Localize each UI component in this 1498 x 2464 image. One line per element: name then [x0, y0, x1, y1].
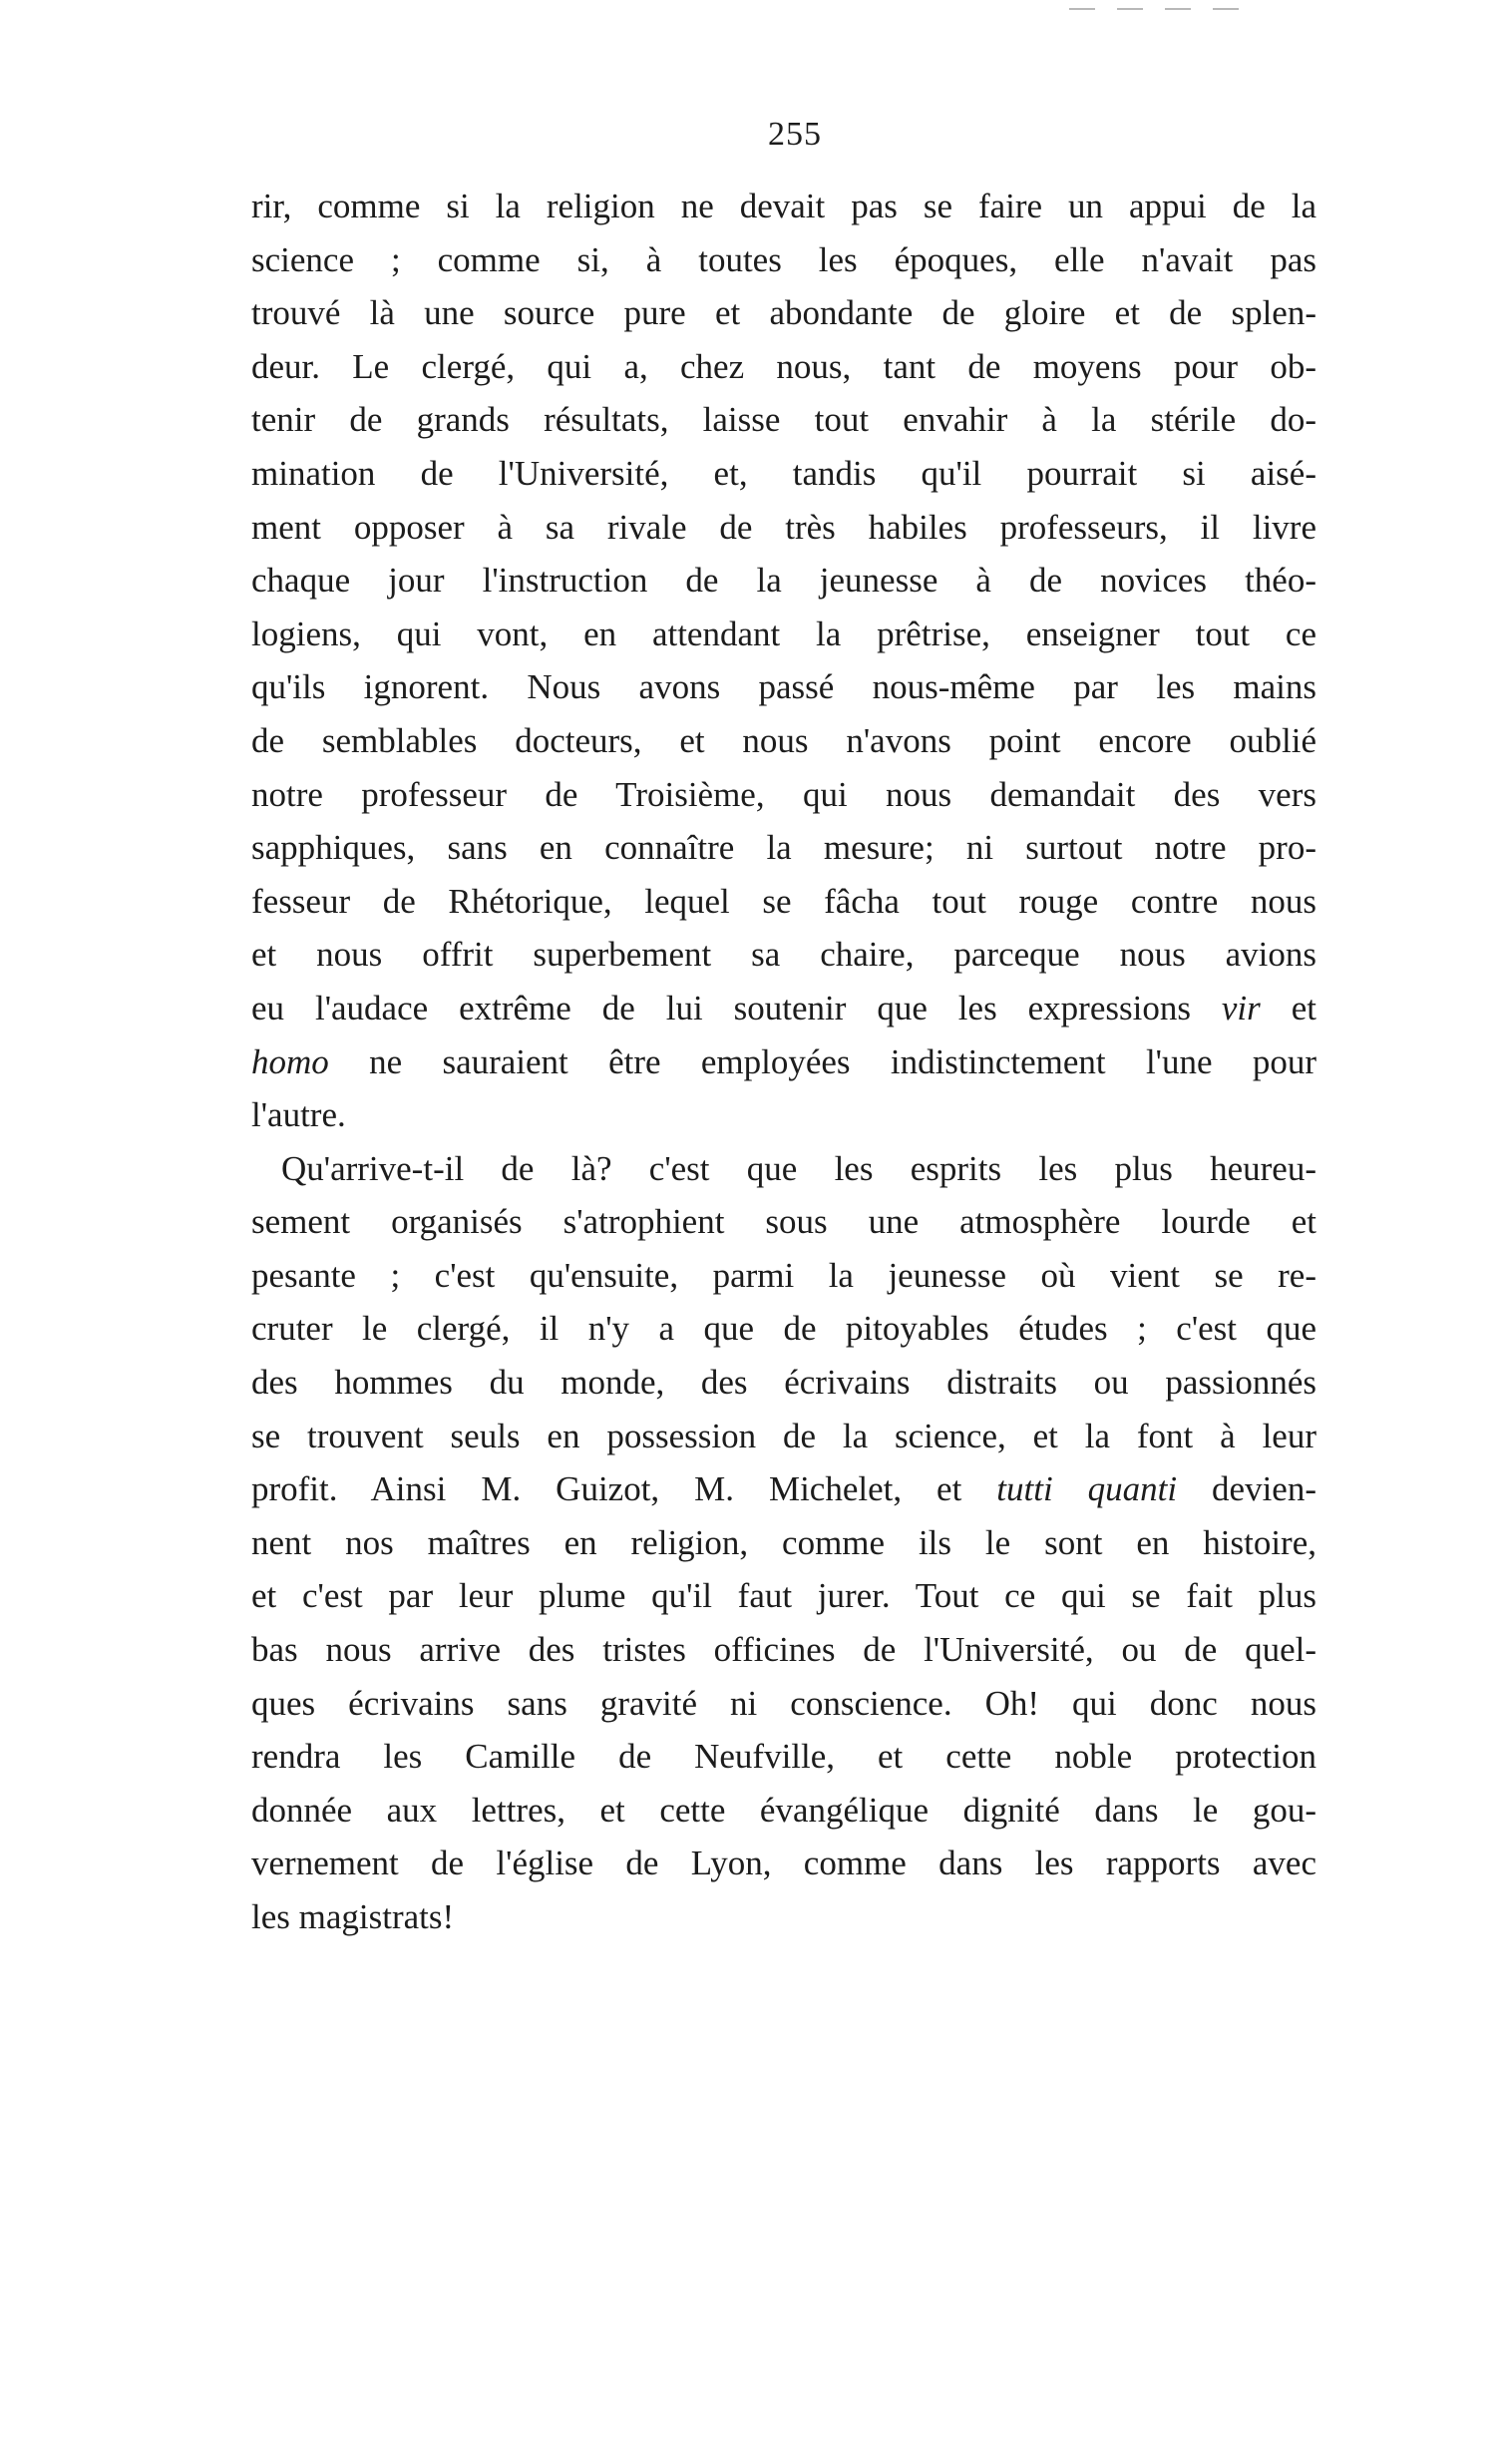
- text-line: ment opposer à sa rivale de très habiles professeurs, il livre: [251, 507, 1316, 547]
- text-line: mination de l'Université, et, tandis qu'il pourrait si aisé-: [251, 453, 1316, 493]
- text-line: vernement de l'église de Lyon, comme dans les rapports avec: [251, 1844, 1316, 1883]
- text-line: fesseur de Rhétorique, lequel se fâcha tout rouge contre nous: [251, 881, 1316, 921]
- scan-mark: [1117, 8, 1143, 10]
- text-line: l'autre.: [251, 1095, 346, 1135]
- text-line: trouvé là une source pure et abondante de gloire et de splen-: [251, 293, 1316, 333]
- page-number: 255: [768, 116, 822, 153]
- text-line: pesante ; c'est qu'ensuite, parmi la jeunesse où vient se re-: [251, 1255, 1316, 1295]
- text-line: notre professeur de Troisième, qui nous demandait des vers: [251, 774, 1316, 814]
- text-line: les magistrats!: [251, 1897, 455, 1936]
- text-line: logiens, qui vont, en attendant la prêtrise, enseigner tout ce: [251, 614, 1316, 653]
- text-segment: ne sauraient être employées indistinctement l'une pour: [328, 1041, 1316, 1081]
- text-line: cruter le clergé, il n'y a que de pitoyables études ; c'est que: [251, 1309, 1316, 1349]
- text-segment: devien-: [1177, 1469, 1316, 1509]
- italic-term: homo: [251, 1041, 329, 1081]
- text-segment: profit. Ainsi M. Guizot, M. Michelet, et: [251, 1469, 997, 1509]
- text-line: science ; comme si, à toutes les époques, elle n'avait pas: [251, 239, 1316, 279]
- scan-mark: [1165, 8, 1191, 10]
- text-line: rendra les Camille de Neufville, et cette noble protection: [251, 1737, 1316, 1777]
- italic-term: tutti quanti: [996, 1469, 1178, 1509]
- text-line: et c'est par leur plume qu'il faut jurer. Tout ce qui se fait plus: [251, 1576, 1316, 1616]
- scan-edge-marks: [1069, 8, 1239, 10]
- text-line: nent nos maîtres en religion, comme ils le sont en histoire,: [251, 1522, 1316, 1562]
- body-text: [251, 180, 1316, 1944]
- scan-mark: [1213, 8, 1239, 10]
- text-line: des hommes du monde, des écrivains distraits ou passionnés: [251, 1363, 1316, 1403]
- text-line: chaque jour l'instruction de la jeunesse à de novices théo-: [251, 561, 1316, 601]
- text-line: sapphiques, sans en connaître la mesure; ni surtout notre pro-: [251, 828, 1316, 868]
- text-line: [251, 982, 1316, 1035]
- text-line: [251, 1462, 1316, 1516]
- text-segment: eu l'audace extrême de lui soutenir que les expressions: [251, 988, 1222, 1027]
- text-line: qu'ils ignorent. Nous avons passé nous-même par les mains: [251, 667, 1316, 707]
- text-line: rir, comme si la religion ne devait pas se faire un appui de la: [251, 187, 1316, 225]
- text-line: sement organisés s'atrophient sous une atmosphère lourde et: [251, 1202, 1316, 1242]
- text-line: bas nous arrive des tristes officines de l'Université, ou de quel-: [251, 1630, 1316, 1670]
- scan-mark: [1069, 8, 1095, 10]
- text-line: [251, 1035, 1316, 1089]
- text-line: se trouvent seuls en possession de la science, et la font à leur: [251, 1416, 1316, 1455]
- text-line: donnée aux lettres, et cette évangélique dignité dans le gou-: [251, 1790, 1316, 1830]
- text-line: Qu'arrive-t-il de là? c'est que les esprits les plus heureu-: [281, 1148, 1316, 1188]
- text-line: de semblables docteurs, et nous n'avons point encore oublié: [251, 720, 1316, 760]
- text-line: deur. Le clergé, qui a, chez nous, tant de moyens pour ob-: [251, 346, 1316, 386]
- text-segment: et: [1260, 988, 1316, 1027]
- text-line: tenir de grands résultats, laisse tout envahir à la stérile do-: [251, 400, 1316, 440]
- text-line: et nous offrit superbement sa chaire, parceque nous avions: [251, 935, 1316, 975]
- italic-term: vir: [1221, 988, 1261, 1027]
- text-line: ques écrivains sans gravité ni conscience. Oh! qui donc nous: [251, 1683, 1316, 1723]
